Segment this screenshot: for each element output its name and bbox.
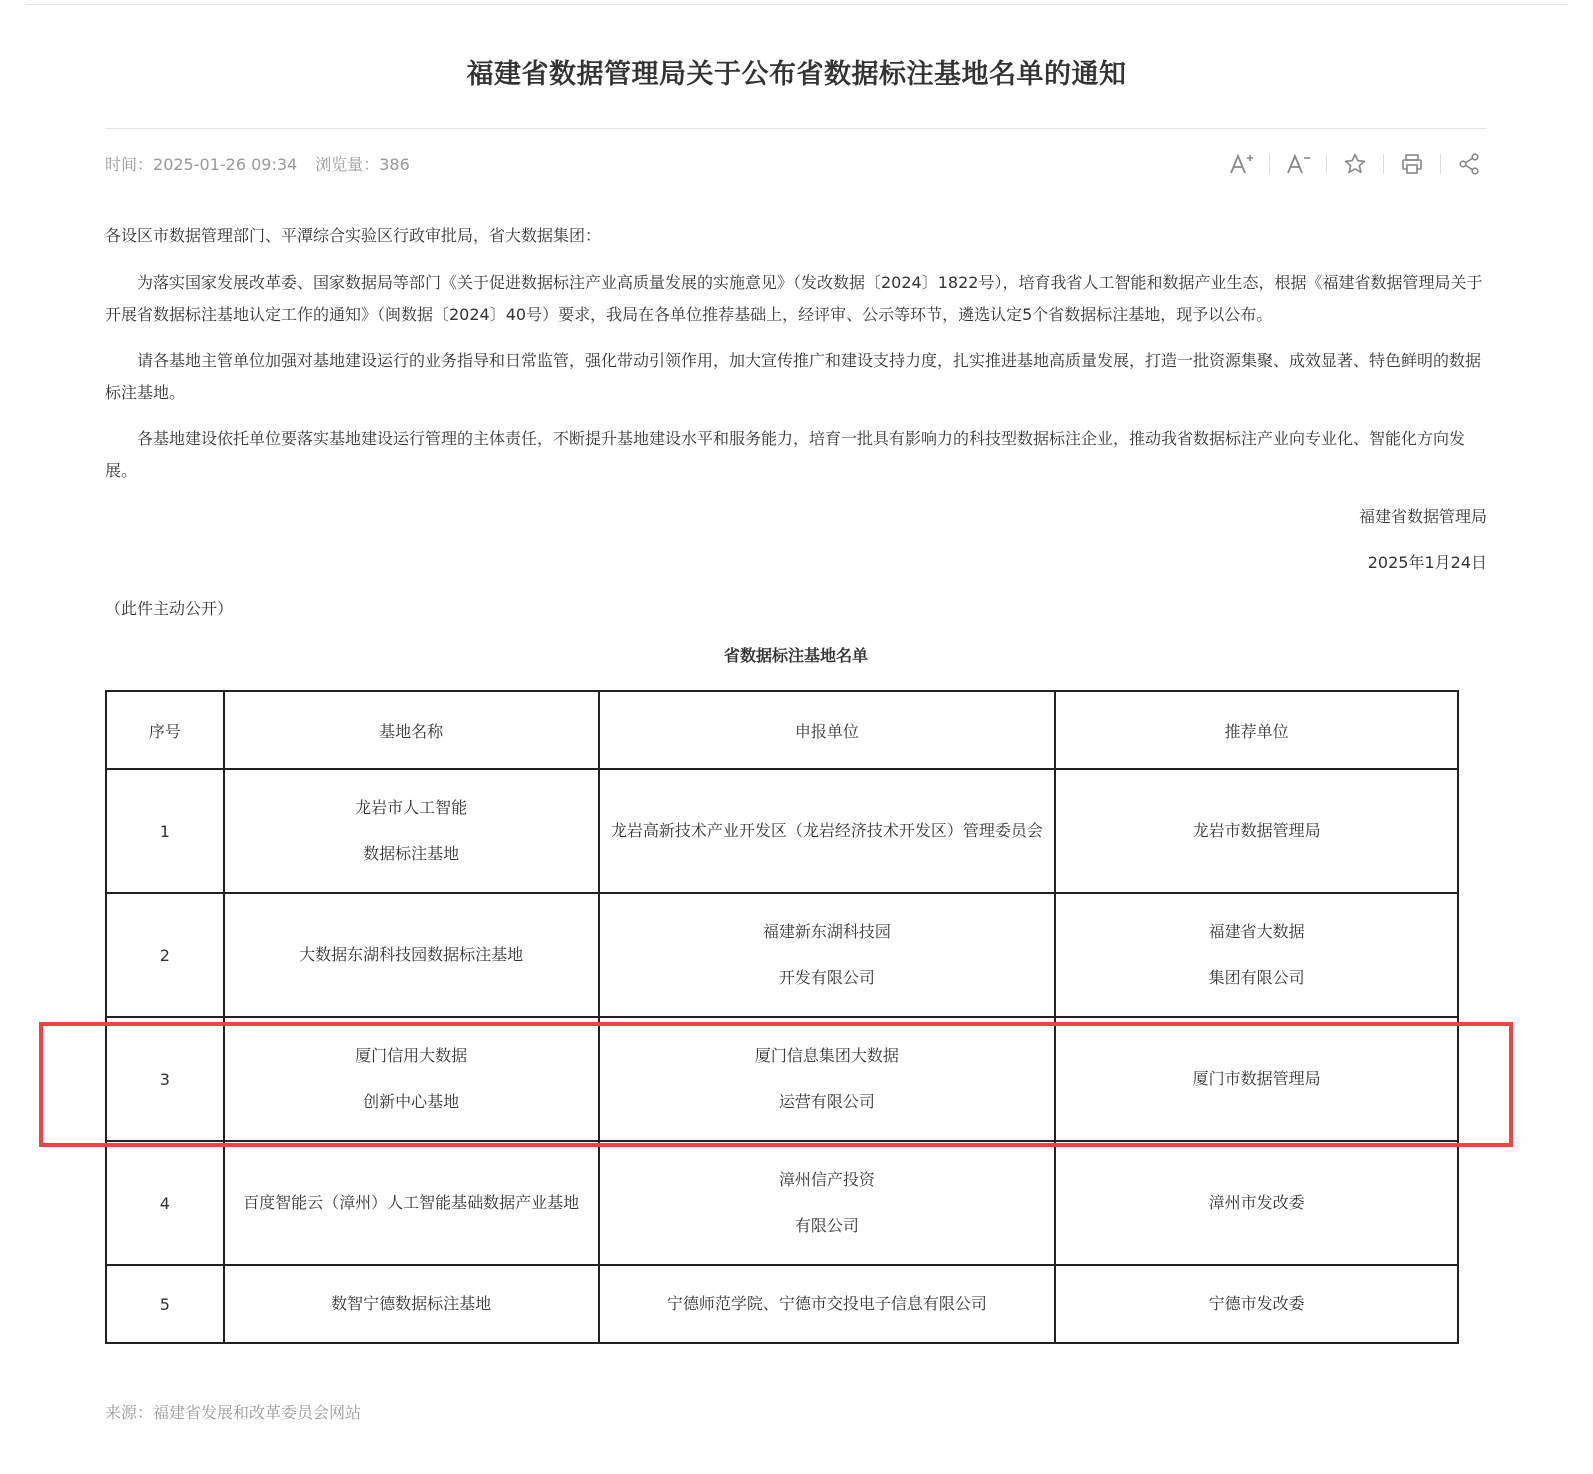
cell-recommender [1055,1265,1458,1343]
source-value: 福建省发展和改革委员会网站 [153,1403,362,1422]
cell-name [224,1017,599,1141]
cell-line: 福建省大数据 [1208,922,1305,941]
views-label: 浏览量： [315,155,380,174]
cell-name [224,1141,599,1265]
cell-no: 2 [106,893,224,1017]
cell-line: 百度智能云（漳州）人工智能基础数据产业基地 [243,1193,580,1212]
cell-line: 厦门信息集团大数据 [754,1046,899,1065]
font-decrease-button[interactable] [1280,148,1316,180]
header-cell: 申报单位 [599,691,1056,769]
cell-line: 宁德师范学院、宁德市交投电子信息有限公司 [666,1294,987,1313]
cell-applicant [599,1141,1056,1265]
cell-recommender [1055,893,1458,1017]
cell-applicant [599,1265,1056,1343]
cell-line: 漳州市发改委 [1208,1193,1305,1212]
header-cell: 序号 [106,691,224,769]
cell-name [224,893,599,1017]
share-icon [1457,152,1481,176]
cell-no: 4 [106,1141,224,1265]
toolbar-separator [1383,154,1384,174]
cell-recommender [1055,1017,1458,1141]
cell-line: 开发有限公司 [778,968,875,987]
cell-line: 宁德市发改委 [1208,1294,1305,1313]
toolbar-separator [1326,154,1327,174]
paragraph-3: 各基地建设依托单位要落实基地建设运行管理的主体责任，不断提升基地建设水平和服务能力，培育一批具有影响力的科技型数据标注企业，推动我省数据标注产业向专业化、智能化方向发展。 [105,429,1466,480]
salutation: 各设区市数据管理部门、平潭综合实验区行政审批局，省大数据集团： [105,226,602,245]
page-title: 福建省数据管理局关于公布省数据标注基地名单的通知 [466,59,1127,90]
cell-line: 集团有限公司 [1208,968,1305,987]
table-row [106,893,1458,1017]
cell-applicant [599,1017,1056,1141]
header-cell: 基地名称 [224,691,599,769]
table-row [106,769,1458,893]
title-divider [105,128,1487,129]
cell-line: 龙岩市数据管理局 [1192,821,1321,840]
views-value: 386 [379,155,410,174]
source-line [105,1400,361,1423]
article-toolbar [1223,148,1487,180]
table-row [106,1141,1458,1265]
table-row [106,1265,1458,1343]
cell-name [224,769,599,893]
cell-line: 龙岩市人工智能 [355,798,468,817]
share-button[interactable] [1451,148,1487,180]
cell-recommender [1055,1141,1458,1265]
cell-line: 运营有限公司 [778,1092,875,1111]
cell-line: 大数据东湖科技园数据标注基地 [299,945,524,964]
cell-line: 厦门市数据管理局 [1192,1069,1321,1088]
list-title: 省数据标注基地名单 [723,646,868,665]
signature-org: 福建省数据管理局 [1358,507,1487,526]
paragraph-2: 请各基地主管单位加强对基地建设运行的业务指导和日常监管，强化带动引领作用，加大宣传推广和建设支持力度，扎实推进基地高质量发展，打造一批资源集聚、成效显著、特色鲜明的数据标注基地。 [105,351,1482,402]
table-row [106,1017,1458,1141]
toolbar-separator [1440,154,1441,174]
time-label: 时间： [105,155,154,174]
cell-line: 数智宁德数据标注基地 [331,1294,492,1313]
source-label: 来源： [105,1403,154,1422]
cell-recommender [1055,769,1458,893]
cell-name [224,1265,599,1343]
cell-line: 创新中心基地 [363,1092,460,1111]
font-increase-button[interactable] [1223,148,1259,180]
toolbar-separator [1269,154,1270,174]
base-list-table [105,690,1459,1344]
cell-line: 有限公司 [794,1216,859,1235]
cell-line: 龙岩高新技术产业开发区（龙岩经济技术开发区）管理委员会 [610,821,1043,840]
table-header-row [106,691,1458,769]
cell-applicant [599,893,1056,1017]
cell-line: 数据标注基地 [363,844,460,863]
cell-line: 福建新东湖科技园 [762,922,891,941]
article-meta [105,152,410,175]
signature-date: 2025年1月24日 [1367,553,1487,572]
cell-line: 漳州信产投资 [778,1170,875,1189]
cell-applicant [599,769,1056,893]
public-note: （此件主动公开） [105,599,234,618]
favorite-star-icon [1343,152,1367,176]
cell-line: 厦门信用大数据 [355,1046,468,1065]
print-icon [1400,152,1424,176]
font-increase-icon [1228,152,1254,176]
favorite-button[interactable] [1337,148,1373,180]
cell-no: 3 [106,1017,224,1141]
font-decrease-icon [1285,152,1311,176]
header-cell: 推荐单位 [1055,691,1458,769]
cell-no: 5 [106,1265,224,1343]
top-divider [26,4,1567,5]
paragraph-1: 为落实国家发展改革委、国家数据局等部门《关于促进数据标注产业高质量发展的实施意见》（发改数据〔2024〕1822号），培育我省人工智能和数据产业生态，根据《福建省数据管理局关于开展省数据标注基地认定工作的通知》（闽数据〔2024〕40号）要求，我局在各单位推荐基础上，经评审、公示等环节，遴选认定5个省数据标注基地，现予以公布。 [105,273,1483,324]
print-button[interactable] [1394,148,1430,180]
cell-no: 1 [106,769,224,893]
time-value: 2025-01-26 09:34 [153,155,298,174]
